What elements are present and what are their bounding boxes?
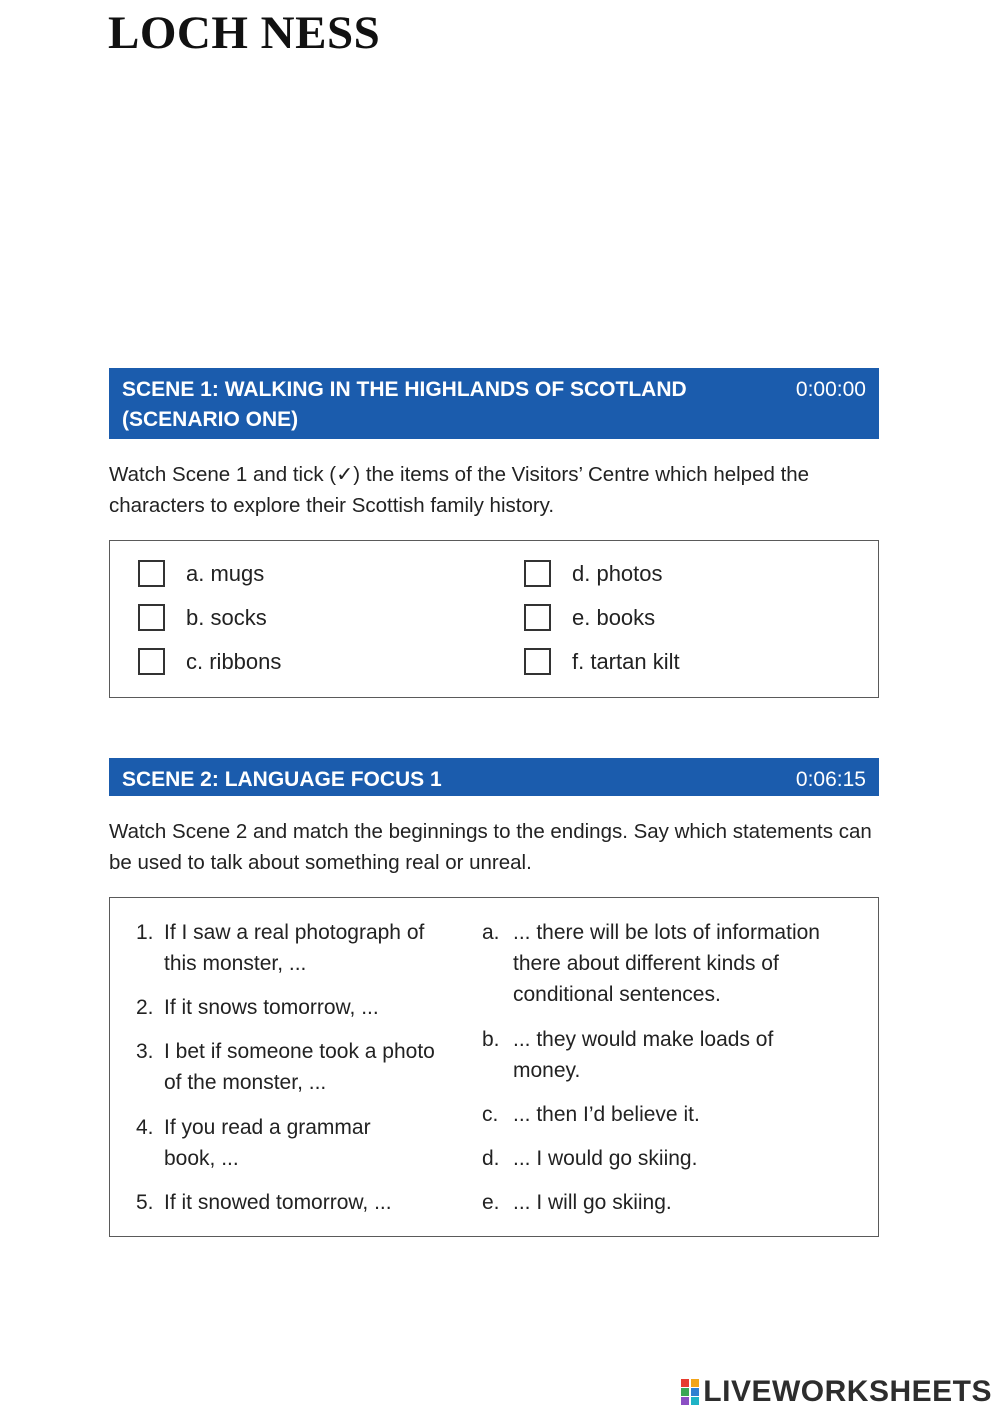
checkbox[interactable] xyxy=(138,648,165,675)
checklist-item-socks[interactable] xyxy=(138,604,267,631)
ending-item-a[interactable] xyxy=(482,917,863,1010)
beginning-item-5[interactable] xyxy=(136,1187,464,1218)
ending-letter: b. xyxy=(482,1028,500,1051)
checklist-item-label: a. mugs xyxy=(186,560,265,586)
beginning-number: 1. xyxy=(136,921,154,944)
checklist-item-tartan-kilt[interactable] xyxy=(524,648,680,675)
scene1-time: 0:00:00 xyxy=(795,378,866,401)
beginning-text: If it snows tomorrow, ... xyxy=(164,996,379,1019)
ending-text: ... then I’d believe it. xyxy=(513,1103,700,1126)
ending-letter: a. xyxy=(482,921,500,944)
checklist-item-ribbons[interactable] xyxy=(138,648,281,675)
ending-letter: e. xyxy=(482,1191,500,1214)
checkbox[interactable] xyxy=(524,648,551,675)
scene2-heading: SCENE 2: LANGUAGE FOCUS 1 xyxy=(122,768,442,791)
scene1-checklist xyxy=(109,540,879,698)
ending-item-d[interactable] xyxy=(482,1143,863,1174)
checklist-item-photos[interactable] xyxy=(524,560,663,587)
beginning-number: 5. xyxy=(136,1191,154,1214)
watermark-text: LIVEWORKSHEETS xyxy=(703,1375,992,1408)
scene1-heading: SCENE 1: WALKING IN THE HIGHLANDS OF SCOTLAND (SCENARIO ONE) xyxy=(122,378,687,431)
scene2-matching xyxy=(109,897,879,1237)
scene1-header xyxy=(109,368,879,439)
checklist-item-label: d. photos xyxy=(572,560,663,586)
checkbox[interactable] xyxy=(524,604,551,631)
scene2-header xyxy=(109,758,879,796)
beginning-item-1[interactable] xyxy=(136,917,444,979)
scene2-time: 0:06:15 xyxy=(795,768,866,791)
ending-text: ... there will be lots of information there about different kinds of conditional sentences. xyxy=(513,921,820,1006)
beginning-number: 2. xyxy=(136,996,154,1019)
ending-item-c[interactable] xyxy=(482,1099,863,1130)
ending-text: ... I would go skiing. xyxy=(513,1147,698,1170)
checklist-item-label: b. socks xyxy=(186,604,267,630)
beginning-text: I bet if someone took a photo of the monster, ... xyxy=(164,1040,435,1094)
ending-letter: c. xyxy=(482,1103,499,1126)
beginning-text: If I saw a real photograph of this monster, ... xyxy=(164,921,425,975)
checklist-item-label: c. ribbons xyxy=(186,648,282,674)
beginning-number: 4. xyxy=(136,1116,154,1139)
ending-letter: d. xyxy=(482,1147,500,1170)
liveworksheets-logo-icon xyxy=(681,1379,699,1405)
ending-item-e[interactable] xyxy=(482,1187,863,1218)
beginning-item-2[interactable] xyxy=(136,992,464,1023)
page-title: LOCH NESS xyxy=(108,7,381,59)
ending-item-b[interactable] xyxy=(482,1024,813,1086)
ending-text: ... they would make loads of money. xyxy=(513,1028,774,1082)
beginning-number: 3. xyxy=(136,1040,154,1063)
beginning-item-4[interactable] xyxy=(136,1112,409,1174)
beginning-text: If you read a grammar book, ... xyxy=(164,1116,371,1170)
scene2-instruction: Watch Scene 2 and match the beginnings to the endings. Say which statements can be used to talk about something real or unreal. xyxy=(109,820,872,874)
beginning-text: If it snowed tomorrow, ... xyxy=(164,1191,392,1214)
checkbox[interactable] xyxy=(138,604,165,631)
checklist-item-label: f. tartan kilt xyxy=(572,648,680,674)
checklist-item-mugs[interactable] xyxy=(138,560,264,587)
checklist-item-books[interactable] xyxy=(524,604,655,631)
beginning-item-3[interactable] xyxy=(136,1036,439,1098)
liveworksheets-watermark xyxy=(681,1375,992,1409)
scene1-instruction: Watch Scene 1 and tick (✓) the items of the Visitors’ Centre which helped the characters to explore their Scottish family history. xyxy=(109,463,810,517)
ending-text: ... I will go skiing. xyxy=(513,1191,672,1214)
checkbox[interactable] xyxy=(524,560,551,587)
checklist-item-label: e. books xyxy=(572,604,656,630)
checkbox[interactable] xyxy=(138,560,165,587)
